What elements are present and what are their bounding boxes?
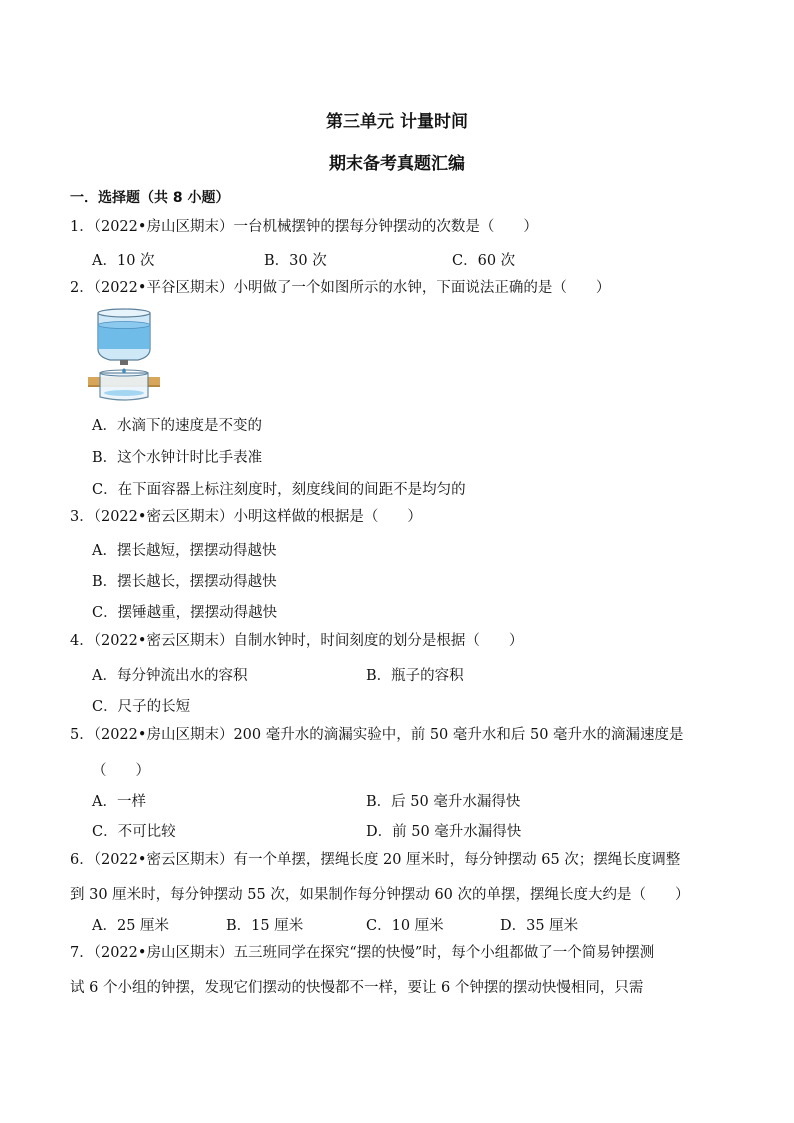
- option-a: A．一样: [92, 794, 146, 810]
- option-b: B．30 次: [264, 253, 327, 269]
- option-a: A．10 次: [92, 253, 155, 269]
- option-b: B．这个水钟计时比手表准: [92, 450, 263, 466]
- question-3: [70, 502, 730, 533]
- page-subtitle: 期末备考真题汇编: [329, 154, 465, 174]
- question-7: [70, 938, 730, 969]
- section-heading: 一．选择题（共 8 小题）: [70, 190, 230, 206]
- option-c: C．在下面容器上标注刻度时，刻度线间的间距不是均匀的: [92, 482, 466, 498]
- question-text: （2022•密云区期末）小明这样做的根据是（ ）: [93, 509, 422, 525]
- question-number: 1．: [70, 219, 94, 235]
- question-number: 4．: [70, 633, 94, 649]
- question-text: （2022•房山区期末）一台机械摆钟的摆每分钟摆动的次数是（ ）: [93, 219, 538, 235]
- option-c: C．摆锤越重，摆摆动得越快: [92, 605, 278, 621]
- question-text: （2022•房山区期末）五三班同学在探究“摆的快慢”时，每个小组都做了一个简易钟摆测: [93, 945, 655, 961]
- question-continuation: （ ）: [92, 763, 150, 779]
- option-c: C．不可比较: [92, 824, 176, 840]
- option-b: B．瓶子的容积: [366, 668, 464, 684]
- page-title: 第三单元 计量时间: [326, 112, 468, 132]
- option-d: D．前 50 毫升水漏得快: [366, 824, 522, 840]
- question-number: 2．: [70, 280, 94, 296]
- option-b: B．15 厘米: [226, 918, 304, 934]
- question-text: （2022•密云区期末）自制水钟时，时间刻度的划分是根据（ ）: [93, 633, 524, 649]
- question-2: [70, 273, 730, 304]
- question-number: 3．: [70, 509, 94, 525]
- question-5: [70, 720, 730, 751]
- question-text: （2022•房山区期末）200 毫升水的滴漏实验中，前 50 毫升水和后 50 毫升水的滴漏速度是: [93, 727, 684, 743]
- question-number: 7．: [70, 945, 94, 961]
- question-number: 6．: [70, 852, 94, 868]
- question-number: 5．: [70, 727, 94, 743]
- option-a: A．水滴下的速度是不变的: [92, 418, 262, 434]
- question-4: [70, 626, 730, 657]
- question-6: [70, 845, 730, 876]
- question-text: （2022•平谷区期末）小明做了一个如图所示的水钟，下面说法正确的是（ ）: [93, 280, 611, 296]
- question-continuation: 试 6 个小组的钟摆，发现它们摆动的快慢都不一样，要让 6 个钟摆的摆动快慢相同，只需: [70, 980, 644, 996]
- option-a: A．每分钟流出水的容积: [92, 668, 248, 684]
- option-c: C．尺子的长短: [92, 699, 191, 715]
- option-b: B．后 50 毫升水漏得快: [366, 794, 521, 810]
- option-a: A．25 厘米: [92, 918, 170, 934]
- question-text: （2022•密云区期末）有一个单摆，摆绳长度 20 厘米时，每分钟摆动 65 次；摆绳长度调整: [93, 852, 681, 868]
- question-continuation: 到 30 厘米时，每分钟摆动 55 次，如果制作每分钟摆动 60 次的单摆，摆绳长度大约是（ ）: [70, 887, 690, 903]
- option-d: D．35 厘米: [500, 918, 579, 934]
- water-clock-figure: [88, 305, 160, 401]
- option-c: C．10 厘米: [366, 918, 444, 934]
- option-b: B．摆长越长，摆摆动得越快: [92, 574, 277, 590]
- option-c: C．60 次: [452, 253, 516, 269]
- option-a: A．摆长越短，摆摆动得越快: [92, 543, 277, 559]
- question-1: [70, 212, 730, 243]
